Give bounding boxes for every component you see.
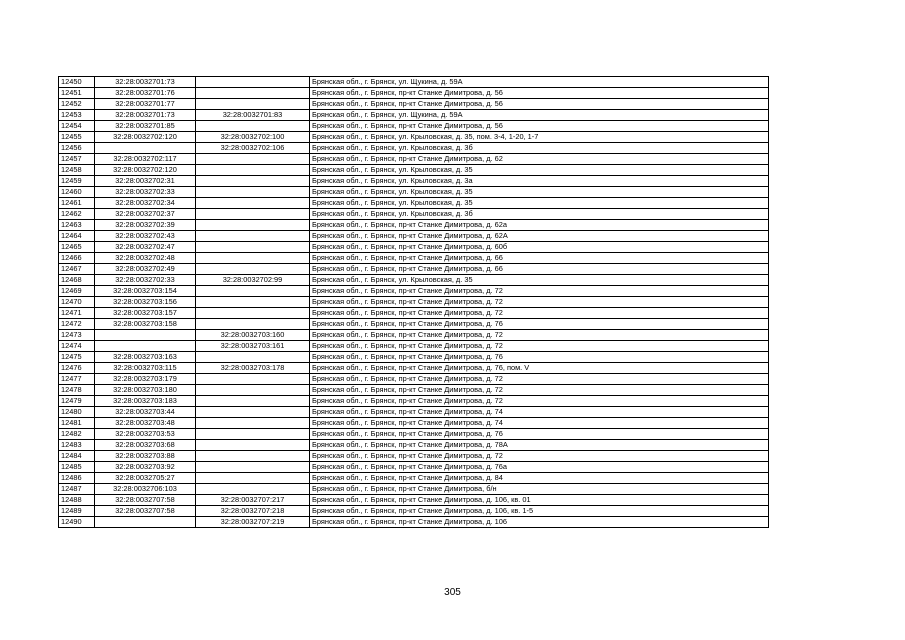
related-cadastral-number-cell xyxy=(196,154,310,165)
related-cadastral-number-cell: 32:28:0032701:83 xyxy=(196,110,310,121)
table-row xyxy=(59,429,769,440)
row-number-cell: 12456 xyxy=(59,143,95,154)
table-row xyxy=(59,143,769,154)
related-cadastral-number-cell xyxy=(196,209,310,220)
cadastral-number-cell xyxy=(95,517,196,528)
row-number-cell: 12460 xyxy=(59,187,95,198)
registry-table xyxy=(58,76,769,528)
related-cadastral-number-cell xyxy=(196,385,310,396)
address-cell: Брянская обл., г. Брянск, пр-кт Станке Димитрова, д. 72 xyxy=(310,451,769,462)
address-cell: Брянская обл., г. Брянск, ул. Крыловская, д. 3б xyxy=(310,209,769,220)
cadastral-number-cell: 32:28:0032703:154 xyxy=(95,286,196,297)
row-number-cell: 12468 xyxy=(59,275,95,286)
table-row xyxy=(59,308,769,319)
table-row xyxy=(59,187,769,198)
cadastral-number-cell: 32:28:0032702:120 xyxy=(95,165,196,176)
table-row xyxy=(59,176,769,187)
row-number-cell: 12478 xyxy=(59,385,95,396)
cadastral-number-cell: 32:28:0032703:183 xyxy=(95,396,196,407)
table-row xyxy=(59,165,769,176)
related-cadastral-number-cell xyxy=(196,473,310,484)
table-row xyxy=(59,385,769,396)
table-row xyxy=(59,297,769,308)
related-cadastral-number-cell: 32:28:0032702:106 xyxy=(196,143,310,154)
related-cadastral-number-cell xyxy=(196,176,310,187)
table-row xyxy=(59,341,769,352)
table-row xyxy=(59,154,769,165)
address-cell: Брянская обл., г. Брянск, пр-кт Станке Димитрова, д. 106, кв. 1-5 xyxy=(310,506,769,517)
row-number-cell: 12466 xyxy=(59,253,95,264)
related-cadastral-number-cell xyxy=(196,352,310,363)
related-cadastral-number-cell xyxy=(196,231,310,242)
row-number-cell: 12451 xyxy=(59,88,95,99)
related-cadastral-number-cell xyxy=(196,242,310,253)
table-row xyxy=(59,77,769,88)
address-cell: Брянская обл., г. Брянск, пр-кт Станке Димитрова, д. 60б xyxy=(310,242,769,253)
row-number-cell: 12474 xyxy=(59,341,95,352)
cadastral-number-cell: 32:28:0032702:47 xyxy=(95,242,196,253)
address-cell: Брянская обл., г. Брянск, пр-кт Станке Димитрова, д. 76 xyxy=(310,319,769,330)
address-cell: Брянская обл., г. Брянск, пр-кт Станке Димитрова, д. 62А xyxy=(310,231,769,242)
table-row xyxy=(59,209,769,220)
related-cadastral-number-cell xyxy=(196,462,310,473)
cadastral-number-cell: 32:28:0032703:163 xyxy=(95,352,196,363)
row-number-cell: 12464 xyxy=(59,231,95,242)
cadastral-number-cell: 32:28:0032701:73 xyxy=(95,110,196,121)
row-number-cell: 12479 xyxy=(59,396,95,407)
table-row xyxy=(59,275,769,286)
related-cadastral-number-cell xyxy=(196,440,310,451)
table-row xyxy=(59,418,769,429)
cadastral-number-cell xyxy=(95,341,196,352)
table-row xyxy=(59,396,769,407)
address-cell: Брянская обл., г. Брянск, ул. Крыловская, д. 35 xyxy=(310,275,769,286)
address-cell: Брянская обл., г. Брянск, пр-кт Станке Димитрова, д. 72 xyxy=(310,297,769,308)
table-row xyxy=(59,231,769,242)
row-number-cell: 12472 xyxy=(59,319,95,330)
table-row xyxy=(59,88,769,99)
table-row xyxy=(59,99,769,110)
cadastral-number-cell: 32:28:0032703:53 xyxy=(95,429,196,440)
cadastral-number-cell: 32:28:0032703:115 xyxy=(95,363,196,374)
table-row xyxy=(59,517,769,528)
related-cadastral-number-cell: 32:28:0032707:219 xyxy=(196,517,310,528)
cadastral-number-cell: 32:28:0032702:39 xyxy=(95,220,196,231)
related-cadastral-number-cell xyxy=(196,198,310,209)
cadastral-number-cell: 32:28:0032703:68 xyxy=(95,440,196,451)
table-row xyxy=(59,462,769,473)
related-cadastral-number-cell xyxy=(196,407,310,418)
cadastral-number-cell: 32:28:0032701:77 xyxy=(95,99,196,110)
cadastral-number-cell: 32:28:0032703:88 xyxy=(95,451,196,462)
cadastral-number-cell: 32:28:0032702:48 xyxy=(95,253,196,264)
row-number-cell: 12450 xyxy=(59,77,95,88)
related-cadastral-number-cell xyxy=(196,297,310,308)
address-cell: Брянская обл., г. Брянск, пр-кт Станке Димитрова, д. 72 xyxy=(310,396,769,407)
cadastral-number-cell: 32:28:0032702:31 xyxy=(95,176,196,187)
related-cadastral-number-cell xyxy=(196,418,310,429)
cadastral-number-cell: 32:28:0032707:58 xyxy=(95,506,196,517)
related-cadastral-number-cell xyxy=(196,396,310,407)
table-row xyxy=(59,440,769,451)
cadastral-number-cell: 32:28:0032707:58 xyxy=(95,495,196,506)
row-number-cell: 12454 xyxy=(59,121,95,132)
table-row xyxy=(59,319,769,330)
row-number-cell: 12490 xyxy=(59,517,95,528)
related-cadastral-number-cell xyxy=(196,253,310,264)
cadastral-number-cell: 32:28:0032703:156 xyxy=(95,297,196,308)
address-cell: Брянская обл., г. Брянск, ул. Крыловская, д. 3а xyxy=(310,176,769,187)
related-cadastral-number-cell xyxy=(196,451,310,462)
cadastral-number-cell: 32:28:0032702:49 xyxy=(95,264,196,275)
cadastral-number-cell: 32:28:0032703:157 xyxy=(95,308,196,319)
row-number-cell: 12461 xyxy=(59,198,95,209)
table-row xyxy=(59,451,769,462)
address-cell: Брянская обл., г. Брянск, пр-кт Станке Димитрова, д. 78А xyxy=(310,440,769,451)
table-row xyxy=(59,374,769,385)
address-cell: Брянская обл., г. Брянск, пр-кт Станке Димитрова, д. 72 xyxy=(310,374,769,385)
row-number-cell: 12488 xyxy=(59,495,95,506)
cadastral-number-cell: 32:28:0032703:180 xyxy=(95,385,196,396)
related-cadastral-number-cell: 32:28:0032703:160 xyxy=(196,330,310,341)
cadastral-number-cell: 32:28:0032702:33 xyxy=(95,187,196,198)
cadastral-number-cell xyxy=(95,330,196,341)
table-row xyxy=(59,242,769,253)
row-number-cell: 12462 xyxy=(59,209,95,220)
table-row xyxy=(59,352,769,363)
row-number-cell: 12476 xyxy=(59,363,95,374)
row-number-cell: 12465 xyxy=(59,242,95,253)
row-number-cell: 12470 xyxy=(59,297,95,308)
related-cadastral-number-cell xyxy=(196,187,310,198)
cadastral-number-cell: 32:28:0032701:76 xyxy=(95,88,196,99)
cadastral-number-cell: 32:28:0032703:44 xyxy=(95,407,196,418)
related-cadastral-number-cell xyxy=(196,264,310,275)
row-number-cell: 12485 xyxy=(59,462,95,473)
row-number-cell: 12484 xyxy=(59,451,95,462)
cadastral-number-cell: 32:28:0032705:27 xyxy=(95,473,196,484)
cadastral-number-cell xyxy=(95,143,196,154)
address-cell: Брянская обл., г. Брянск, ул. Крыловская, д. 35 xyxy=(310,165,769,176)
cadastral-number-cell: 32:28:0032702:37 xyxy=(95,209,196,220)
cadastral-number-cell: 32:28:0032702:120 xyxy=(95,132,196,143)
table-row xyxy=(59,407,769,418)
address-cell: Брянская обл., г. Брянск, пр-кт Станке Димитрова, д. 62 xyxy=(310,154,769,165)
cadastral-number-cell: 32:28:0032703:48 xyxy=(95,418,196,429)
cadastral-number-cell: 32:28:0032701:85 xyxy=(95,121,196,132)
row-number-cell: 12453 xyxy=(59,110,95,121)
address-cell: Брянская обл., г. Брянск, ул. Крыловская, д. 35 xyxy=(310,187,769,198)
related-cadastral-number-cell xyxy=(196,484,310,495)
address-cell: Брянская обл., г. Брянск, ул. Крыловская, д. 35, пом. 3-4, 1-20, 1-7 xyxy=(310,132,769,143)
address-cell: Брянская обл., г. Брянск, пр-кт Станке Димитрова, д. 72 xyxy=(310,385,769,396)
cadastral-number-cell: 32:28:0032706:103 xyxy=(95,484,196,495)
related-cadastral-number-cell: 32:28:0032702:100 xyxy=(196,132,310,143)
row-number-cell: 12483 xyxy=(59,440,95,451)
address-cell: Брянская обл., г. Брянск, пр-кт Станке Димитрова, д. 76, пом. V xyxy=(310,363,769,374)
related-cadastral-number-cell xyxy=(196,121,310,132)
cadastral-number-cell: 32:28:0032702:34 xyxy=(95,198,196,209)
related-cadastral-number-cell: 32:28:0032707:217 xyxy=(196,495,310,506)
related-cadastral-number-cell xyxy=(196,99,310,110)
cadastral-number-cell: 32:28:0032701:73 xyxy=(95,77,196,88)
row-number-cell: 12487 xyxy=(59,484,95,495)
address-cell: Брянская обл., г. Брянск, пр-кт Станке Димитрова, д. 72 xyxy=(310,341,769,352)
row-number-cell: 12463 xyxy=(59,220,95,231)
address-cell: Брянская обл., г. Брянск, пр-кт Станке Димитрова, д. 76а xyxy=(310,462,769,473)
address-cell: Брянская обл., г. Брянск, ул. Щукина, д. 59А xyxy=(310,110,769,121)
table-row xyxy=(59,484,769,495)
address-cell: Брянская обл., г. Брянск, пр-кт Станке Димитрова, д. 72 xyxy=(310,330,769,341)
address-cell: Брянская обл., г. Брянск, пр-кт Станке Димитрова, д. 66 xyxy=(310,264,769,275)
row-number-cell: 12469 xyxy=(59,286,95,297)
address-cell: Брянская обл., г. Брянск, пр-кт Станке Димитрова, д. 66 xyxy=(310,253,769,264)
address-cell: Брянская обл., г. Брянск, пр-кт Станке Димитрова, д. 72 xyxy=(310,308,769,319)
related-cadastral-number-cell xyxy=(196,88,310,99)
address-cell: Брянская обл., г. Брянск, ул. Щукина, д. 59А xyxy=(310,77,769,88)
address-cell: Брянская обл., г. Брянск, пр-кт Станке Димитрова, д. 76 xyxy=(310,352,769,363)
cadastral-number-cell: 32:28:0032702:117 xyxy=(95,154,196,165)
address-cell: Брянская обл., г. Брянск, ул. Крыловская, д. 35 xyxy=(310,198,769,209)
row-number-cell: 12482 xyxy=(59,429,95,440)
registry-table-body xyxy=(59,77,769,528)
row-number-cell: 12471 xyxy=(59,308,95,319)
related-cadastral-number-cell xyxy=(196,429,310,440)
table-row xyxy=(59,286,769,297)
address-cell: Брянская обл., г. Брянск, пр-кт Станке Димитрова, б/н xyxy=(310,484,769,495)
address-cell: Брянская обл., г. Брянск, ул. Крыловская, д. 3б xyxy=(310,143,769,154)
row-number-cell: 12457 xyxy=(59,154,95,165)
cadastral-number-cell: 32:28:0032702:33 xyxy=(95,275,196,286)
table-row xyxy=(59,495,769,506)
row-number-cell: 12452 xyxy=(59,99,95,110)
table-row xyxy=(59,330,769,341)
row-number-cell: 12486 xyxy=(59,473,95,484)
table-row xyxy=(59,506,769,517)
related-cadastral-number-cell xyxy=(196,77,310,88)
table-row xyxy=(59,198,769,209)
address-cell: Брянская обл., г. Брянск, пр-кт Станке Димитрова, д. 74 xyxy=(310,407,769,418)
related-cadastral-number-cell xyxy=(196,286,310,297)
row-number-cell: 12458 xyxy=(59,165,95,176)
related-cadastral-number-cell: 32:28:0032703:161 xyxy=(196,341,310,352)
address-cell: Брянская обл., г. Брянск, пр-кт Станке Димитрова, д. 56 xyxy=(310,88,769,99)
cadastral-number-cell: 32:28:0032703:158 xyxy=(95,319,196,330)
address-cell: Брянская обл., г. Брянск, пр-кт Станке Димитрова, д. 84 xyxy=(310,473,769,484)
related-cadastral-number-cell: 32:28:0032707:218 xyxy=(196,506,310,517)
cadastral-number-cell: 32:28:0032703:179 xyxy=(95,374,196,385)
table-row xyxy=(59,363,769,374)
related-cadastral-number-cell xyxy=(196,308,310,319)
related-cadastral-number-cell: 32:28:0032703:178 xyxy=(196,363,310,374)
row-number-cell: 12480 xyxy=(59,407,95,418)
table-row xyxy=(59,121,769,132)
cadastral-number-cell: 32:28:0032703:92 xyxy=(95,462,196,473)
table-row xyxy=(59,220,769,231)
related-cadastral-number-cell xyxy=(196,165,310,176)
row-number-cell: 12481 xyxy=(59,418,95,429)
row-number-cell: 12477 xyxy=(59,374,95,385)
row-number-cell: 12489 xyxy=(59,506,95,517)
table-row xyxy=(59,253,769,264)
row-number-cell: 12475 xyxy=(59,352,95,363)
table-row xyxy=(59,264,769,275)
address-cell: Брянская обл., г. Брянск, пр-кт Станке Димитрова, д. 106, кв. 01 xyxy=(310,495,769,506)
related-cadastral-number-cell: 32:28:0032702:99 xyxy=(196,275,310,286)
related-cadastral-number-cell xyxy=(196,220,310,231)
row-number-cell: 12467 xyxy=(59,264,95,275)
address-cell: Брянская обл., г. Брянск, пр-кт Станке Димитрова, д. 56 xyxy=(310,121,769,132)
row-number-cell: 12459 xyxy=(59,176,95,187)
cadastral-number-cell: 32:28:0032702:43 xyxy=(95,231,196,242)
address-cell: Брянская обл., г. Брянск, пр-кт Станке Димитрова, д. 62а xyxy=(310,220,769,231)
address-cell: Брянская обл., г. Брянск, пр-кт Станке Димитрова, д. 72 xyxy=(310,286,769,297)
related-cadastral-number-cell xyxy=(196,374,310,385)
row-number-cell: 12455 xyxy=(59,132,95,143)
address-cell: Брянская обл., г. Брянск, пр-кт Станке Димитрова, д. 76 xyxy=(310,429,769,440)
address-cell: Брянская обл., г. Брянск, пр-кт Станке Димитрова, д. 56 xyxy=(310,99,769,110)
address-cell: Брянская обл., г. Брянск, пр-кт Станке Димитрова, д. 106 xyxy=(310,517,769,528)
row-number-cell: 12473 xyxy=(59,330,95,341)
table-row xyxy=(59,132,769,143)
related-cadastral-number-cell xyxy=(196,319,310,330)
table-row xyxy=(59,473,769,484)
table-row xyxy=(59,110,769,121)
page-number: 305 xyxy=(444,587,461,598)
address-cell: Брянская обл., г. Брянск, пр-кт Станке Димитрова, д. 74 xyxy=(310,418,769,429)
